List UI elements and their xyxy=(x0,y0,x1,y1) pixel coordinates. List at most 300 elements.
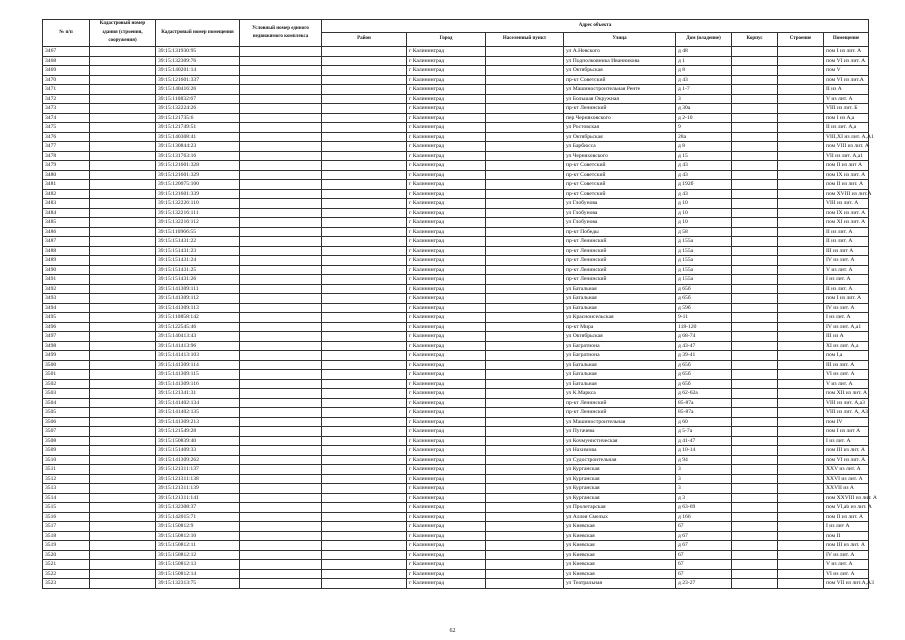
building-cadastral-number-cell xyxy=(90,227,156,237)
building-cell xyxy=(778,218,824,228)
building-cadastral-number-cell xyxy=(90,503,156,513)
building-cell xyxy=(778,256,824,266)
korpus-cell xyxy=(732,161,778,171)
conditional-number-cell xyxy=(240,132,322,142)
table-row xyxy=(43,541,869,551)
house-cell: 3 xyxy=(676,465,732,475)
building-cadastral-number-cell xyxy=(90,208,156,218)
building-cadastral-number-cell xyxy=(90,275,156,285)
row-number-cell: 3499 xyxy=(43,351,90,361)
locality-cell xyxy=(486,294,564,304)
city-cell: г Калининград xyxy=(407,132,486,142)
house-cell: д 43 xyxy=(676,161,732,171)
row-number-cell: 3495 xyxy=(43,313,90,323)
premise-cell: XI из лит. А,а xyxy=(824,341,869,351)
conditional-number-cell xyxy=(240,370,322,380)
row-number-cell: 3486 xyxy=(43,227,90,237)
locality-cell xyxy=(486,341,564,351)
premise-cadastral-number-cell: 39:15:151431:24 xyxy=(156,256,240,266)
korpus-cell xyxy=(732,322,778,332)
locality-cell xyxy=(486,484,564,494)
conditional-number-cell xyxy=(240,208,322,218)
premise-cadastral-number-cell: 39:15:132313:75 xyxy=(156,579,240,589)
building-cell xyxy=(778,132,824,142)
city-cell: г Калининград xyxy=(407,379,486,389)
city-cell: г Калининград xyxy=(407,332,486,342)
house-cell: 67 xyxy=(676,560,732,570)
premise-cadastral-number-cell: 39:15:121735:6 xyxy=(156,113,240,123)
table-row xyxy=(43,436,869,446)
row-number-cell: 3476 xyxy=(43,132,90,142)
district-cell xyxy=(322,322,407,332)
row-number-cell: 3510 xyxy=(43,455,90,465)
row-number-cell: 3467 xyxy=(43,47,90,57)
district-cell xyxy=(322,389,407,399)
locality-cell xyxy=(486,360,564,370)
locality-cell xyxy=(486,94,564,104)
premise-cell: II из лит. А xyxy=(824,284,869,294)
house-cell: д 8 xyxy=(676,66,732,76)
header-cad-building: Кадастровый номер здания (строения, сооружения) xyxy=(90,20,156,47)
table-row xyxy=(43,180,869,190)
premise-cadastral-number-cell: 39:15:150812:12 xyxy=(156,550,240,560)
locality-cell xyxy=(486,208,564,218)
row-number-cell: 3498 xyxy=(43,341,90,351)
city-cell: г Калининград xyxy=(407,484,486,494)
korpus-cell xyxy=(732,75,778,85)
building-cadastral-number-cell xyxy=(90,284,156,294)
street-cell: ул Батальная xyxy=(564,303,676,313)
premise-cell: V из лит. А xyxy=(824,560,869,570)
house-cell: д 65б xyxy=(676,360,732,370)
premise-cadastral-number-cell: 39:15:132216:111 xyxy=(156,208,240,218)
korpus-cell xyxy=(732,465,778,475)
building-cell xyxy=(778,180,824,190)
city-cell: г Калининград xyxy=(407,455,486,465)
row-number-cell: 3470 xyxy=(43,75,90,85)
korpus-cell xyxy=(732,351,778,361)
conditional-number-cell xyxy=(240,522,322,532)
locality-cell xyxy=(486,379,564,389)
city-cell: г Калининград xyxy=(407,398,486,408)
table-header xyxy=(43,20,869,47)
premise-cadastral-number-cell: 39:15:151409:33 xyxy=(156,446,240,456)
house-cell: д 58 xyxy=(676,227,732,237)
street-cell: ул Судостроительная xyxy=(564,455,676,465)
table-row xyxy=(43,113,869,123)
house-cell: 67 xyxy=(676,550,732,560)
building-cell xyxy=(778,294,824,304)
table-row xyxy=(43,522,869,532)
district-cell xyxy=(322,246,407,256)
premise-cadastral-number-cell: 39:15:150812:13 xyxy=(156,560,240,570)
building-cadastral-number-cell xyxy=(90,218,156,228)
district-cell xyxy=(322,579,407,589)
korpus-cell xyxy=(732,493,778,503)
table-row xyxy=(43,408,869,418)
street-cell: пр-кт Советский xyxy=(564,189,676,199)
row-number-cell: 3515 xyxy=(43,503,90,513)
locality-cell xyxy=(486,56,564,66)
house-cell: д 43 xyxy=(676,170,732,180)
korpus-cell xyxy=(732,189,778,199)
building-cadastral-number-cell xyxy=(90,294,156,304)
premise-cell: XXVI из лит. А xyxy=(824,474,869,484)
row-number-cell: 3485 xyxy=(43,218,90,228)
premise-cell: IV из лит. А,а1 xyxy=(824,322,869,332)
premise-cadastral-number-cell: 39:15:140308:41 xyxy=(156,132,240,142)
building-cadastral-number-cell xyxy=(90,522,156,532)
conditional-number-cell xyxy=(240,512,322,522)
row-number-cell: 3514 xyxy=(43,493,90,503)
house-cell: д 155а xyxy=(676,246,732,256)
city-cell: г Калининград xyxy=(407,85,486,95)
city-cell: г Калининград xyxy=(407,218,486,228)
house-cell: д 5-7а xyxy=(676,427,732,437)
page-number: 62 xyxy=(449,628,456,634)
locality-cell xyxy=(486,550,564,560)
district-cell xyxy=(322,170,407,180)
header-premise: Помещение xyxy=(824,33,869,47)
street-cell: пр-кт Ленинский xyxy=(564,408,676,418)
premise-cell: пом VI из лит. А xyxy=(824,56,869,66)
premise-cadastral-number-cell: 39:15:132224:26 xyxy=(156,104,240,114)
premise-cell: пом I из лит. А xyxy=(824,47,869,57)
building-cell xyxy=(778,170,824,180)
building-cadastral-number-cell xyxy=(90,560,156,570)
street-cell: ул Киевская xyxy=(564,560,676,570)
locality-cell xyxy=(486,142,564,152)
city-cell: г Калининград xyxy=(407,569,486,579)
table-row xyxy=(43,275,869,285)
district-cell xyxy=(322,560,407,570)
header-building: Строение xyxy=(778,33,824,47)
building-cadastral-number-cell xyxy=(90,265,156,275)
premise-cadastral-number-cell: 39:15:150812:14 xyxy=(156,569,240,579)
street-cell: ул Багратиона xyxy=(564,351,676,361)
street-cell: пр-кт Ленинский xyxy=(564,104,676,114)
street-cell: ул Октябрьская xyxy=(564,66,676,76)
building-cadastral-number-cell xyxy=(90,341,156,351)
premise-cell: пом V xyxy=(824,66,869,76)
korpus-cell xyxy=(732,56,778,66)
building-cell xyxy=(778,351,824,361)
street-cell: ул Багратиона xyxy=(564,341,676,351)
korpus-cell xyxy=(732,294,778,304)
house-cell: д 30а xyxy=(676,104,732,114)
korpus-cell xyxy=(732,180,778,190)
building-cell xyxy=(778,341,824,351)
row-number-cell: 3491 xyxy=(43,275,90,285)
building-cadastral-number-cell xyxy=(90,180,156,190)
street-cell: пр-кт Ленинский xyxy=(564,398,676,408)
locality-cell xyxy=(486,123,564,133)
premise-cell: VII из лит. А,а1 xyxy=(824,151,869,161)
building-cell xyxy=(778,75,824,85)
city-cell: г Калининград xyxy=(407,579,486,589)
building-cell xyxy=(778,417,824,427)
building-cell xyxy=(778,113,824,123)
table-row xyxy=(43,322,869,332)
building-cadastral-number-cell xyxy=(90,379,156,389)
district-cell xyxy=(322,455,407,465)
building-cadastral-number-cell xyxy=(90,199,156,209)
district-cell xyxy=(322,66,407,76)
locality-cell xyxy=(486,303,564,313)
korpus-cell xyxy=(732,151,778,161)
street-cell: ул Батальная xyxy=(564,284,676,294)
street-cell: пр-кт Ленинский xyxy=(564,265,676,275)
korpus-cell xyxy=(732,370,778,380)
house-cell: д 65б xyxy=(676,379,732,389)
table-row xyxy=(43,484,869,494)
building-cell xyxy=(778,85,824,95)
table-row xyxy=(43,512,869,522)
locality-cell xyxy=(486,189,564,199)
table-row xyxy=(43,227,869,237)
city-cell: г Калининград xyxy=(407,493,486,503)
premise-cell: пом II из лит А xyxy=(824,161,869,171)
premise-cell: V из лит. А xyxy=(824,265,869,275)
conditional-number-cell xyxy=(240,85,322,95)
street-cell: ул Октябрьская xyxy=(564,332,676,342)
conditional-number-cell xyxy=(240,303,322,313)
conditional-number-cell xyxy=(240,170,322,180)
locality-cell xyxy=(486,408,564,418)
premise-cell: пом III из лит. А xyxy=(824,541,869,551)
city-cell: г Калининград xyxy=(407,294,486,304)
street-cell: ул Театральная xyxy=(564,579,676,589)
district-cell xyxy=(322,189,407,199)
conditional-number-cell xyxy=(240,484,322,494)
header-street: Улица xyxy=(564,33,676,47)
table-row xyxy=(43,237,869,247)
row-number-cell: 3509 xyxy=(43,446,90,456)
house-cell: д 3 xyxy=(676,493,732,503)
korpus-cell xyxy=(732,199,778,209)
building-cadastral-number-cell xyxy=(90,569,156,579)
table-row xyxy=(43,474,869,484)
city-cell: г Калининград xyxy=(407,170,486,180)
district-cell xyxy=(322,417,407,427)
conditional-number-cell xyxy=(240,493,322,503)
house-cell: д 8 xyxy=(676,142,732,152)
premise-cadastral-number-cell: 39:15:121311:138 xyxy=(156,474,240,484)
building-cell xyxy=(778,199,824,209)
premise-cadastral-number-cell: 39:15:141309:113 xyxy=(156,303,240,313)
street-cell: ул Пролетарская xyxy=(564,503,676,513)
conditional-number-cell xyxy=(240,379,322,389)
city-cell: г Калининград xyxy=(407,303,486,313)
premise-cadastral-number-cell: 39:15:141413:103 xyxy=(156,351,240,361)
district-cell xyxy=(322,294,407,304)
building-cell xyxy=(778,104,824,114)
row-number-cell: 3487 xyxy=(43,237,90,247)
premise-cadastral-number-cell: 39:15:141309:114 xyxy=(156,360,240,370)
street-cell: ул А.Невского xyxy=(564,47,676,57)
korpus-cell xyxy=(732,484,778,494)
row-number-cell: 3494 xyxy=(43,303,90,313)
row-number-cell: 3521 xyxy=(43,560,90,570)
row-number-cell: 3516 xyxy=(43,512,90,522)
locality-cell xyxy=(486,256,564,266)
street-cell: пр-кт Ленинский xyxy=(564,246,676,256)
street-cell: пр-кт Советский xyxy=(564,161,676,171)
city-cell: г Калининград xyxy=(407,370,486,380)
table-row xyxy=(43,370,869,380)
building-cell xyxy=(778,484,824,494)
table-row xyxy=(43,123,869,133)
conditional-number-cell xyxy=(240,474,322,484)
house-cell: д 62-62а xyxy=(676,389,732,399)
table-row xyxy=(43,294,869,304)
premise-cell: V из лит. А xyxy=(824,379,869,389)
premise-cell: VI из лит. А xyxy=(824,569,869,579)
city-cell: г Калининград xyxy=(407,56,486,66)
row-number-cell: 3512 xyxy=(43,474,90,484)
locality-cell xyxy=(486,237,564,247)
table-row xyxy=(43,455,869,465)
row-number-cell: 3506 xyxy=(43,417,90,427)
row-number-cell: 3500 xyxy=(43,360,90,370)
building-cell xyxy=(778,123,824,133)
premise-cadastral-number-cell: 39:15:141309:115 xyxy=(156,370,240,380)
house-cell: д 1 xyxy=(676,56,732,66)
table-row xyxy=(43,265,869,275)
building-cell xyxy=(778,389,824,399)
building-cadastral-number-cell xyxy=(90,370,156,380)
row-number-cell: 3513 xyxy=(43,484,90,494)
row-number-cell: 3475 xyxy=(43,123,90,133)
district-cell xyxy=(322,218,407,228)
premise-cell: пом VI,ab из лит. А xyxy=(824,503,869,513)
street-cell: ул Машиностроительная xyxy=(564,417,676,427)
house-cell: 67 xyxy=(676,522,732,532)
building-cadastral-number-cell xyxy=(90,75,156,85)
premise-cell: пом II xyxy=(824,531,869,541)
korpus-cell xyxy=(732,237,778,247)
building-cadastral-number-cell xyxy=(90,465,156,475)
row-number-cell: 3478 xyxy=(43,151,90,161)
conditional-number-cell xyxy=(240,560,322,570)
conditional-number-cell xyxy=(240,579,322,589)
premise-cadastral-number-cell: 39:15:132226:110 xyxy=(156,199,240,209)
street-cell: ул Курганская xyxy=(564,484,676,494)
city-cell: г Калининград xyxy=(407,237,486,247)
locality-cell xyxy=(486,75,564,85)
row-number-cell: 3484 xyxy=(43,208,90,218)
locality-cell xyxy=(486,227,564,237)
premise-cell: VIII из лит. А xyxy=(824,199,869,209)
table-row xyxy=(43,417,869,427)
house-cell: д 155а xyxy=(676,237,732,247)
premise-cell: пом IV xyxy=(824,417,869,427)
street-cell: ул Батальная xyxy=(564,294,676,304)
korpus-cell xyxy=(732,66,778,76)
street-cell: пр-кт Победы xyxy=(564,227,676,237)
conditional-number-cell xyxy=(240,104,322,114)
table-row xyxy=(43,189,869,199)
korpus-cell xyxy=(732,531,778,541)
table-row xyxy=(43,493,869,503)
row-number-cell: 3501 xyxy=(43,370,90,380)
district-cell xyxy=(322,75,407,85)
locality-cell xyxy=(486,474,564,484)
street-cell: ул Барбюсса xyxy=(564,142,676,152)
district-cell xyxy=(322,208,407,218)
district-cell xyxy=(322,113,407,123)
building-cell xyxy=(778,427,824,437)
building-cadastral-number-cell xyxy=(90,66,156,76)
premise-cadastral-number-cell: 39:15:151431:25 xyxy=(156,265,240,275)
header-korpus: Корпус xyxy=(732,33,778,47)
premise-cell: II из лит. А xyxy=(824,237,869,247)
city-cell: г Калининград xyxy=(407,408,486,418)
city-cell: г Калининград xyxy=(407,550,486,560)
street-cell: пр-кт Советский xyxy=(564,75,676,85)
conditional-number-cell xyxy=(240,275,322,285)
premise-cadastral-number-cell: 39:15:131763:16 xyxy=(156,151,240,161)
conditional-number-cell xyxy=(240,56,322,66)
city-cell: г Калининград xyxy=(407,256,486,266)
city-cell: г Калининград xyxy=(407,151,486,161)
house-cell: д 65б xyxy=(676,294,732,304)
table-row xyxy=(43,351,869,361)
street-cell: пр-кт Советский xyxy=(564,180,676,190)
row-number-cell: 3483 xyxy=(43,199,90,209)
premise-cadastral-number-cell: 39:15:150839:40 xyxy=(156,436,240,446)
district-cell xyxy=(322,493,407,503)
row-number-cell: 3479 xyxy=(43,161,90,171)
table-row xyxy=(43,218,869,228)
locality-cell xyxy=(486,465,564,475)
street-cell: ул Машиностроительная Ренте xyxy=(564,85,676,95)
korpus-cell xyxy=(732,379,778,389)
korpus-cell xyxy=(732,170,778,180)
locality-cell xyxy=(486,512,564,522)
row-number-cell: 3522 xyxy=(43,569,90,579)
building-cadastral-number-cell xyxy=(90,512,156,522)
house-cell: 85-87а xyxy=(676,398,732,408)
korpus-cell xyxy=(732,455,778,465)
building-cell xyxy=(778,47,824,57)
locality-cell xyxy=(486,436,564,446)
conditional-number-cell xyxy=(240,541,322,551)
conditional-number-cell xyxy=(240,246,322,256)
premise-cadastral-number-cell: 39:15:141309:112 xyxy=(156,294,240,304)
street-cell: ул Киевская xyxy=(564,522,676,532)
building-cell xyxy=(778,455,824,465)
table-row xyxy=(43,503,869,513)
house-cell: д 68-74 xyxy=(676,332,732,342)
conditional-number-cell xyxy=(240,417,322,427)
street-cell: ул Курганская xyxy=(564,465,676,475)
row-number-cell: 3520 xyxy=(43,550,90,560)
conditional-number-cell xyxy=(240,360,322,370)
premise-cell: пом I,а xyxy=(824,351,869,361)
premise-cadastral-number-cell: 39:15:151431:23 xyxy=(156,246,240,256)
locality-cell xyxy=(486,322,564,332)
conditional-number-cell xyxy=(240,446,322,456)
header-district: Район xyxy=(322,33,407,47)
row-number-cell: 3505 xyxy=(43,408,90,418)
building-cadastral-number-cell xyxy=(90,123,156,133)
korpus-cell xyxy=(732,94,778,104)
conditional-number-cell xyxy=(240,408,322,418)
district-cell xyxy=(322,427,407,437)
building-cadastral-number-cell xyxy=(90,189,156,199)
city-cell: г Калининград xyxy=(407,446,486,456)
